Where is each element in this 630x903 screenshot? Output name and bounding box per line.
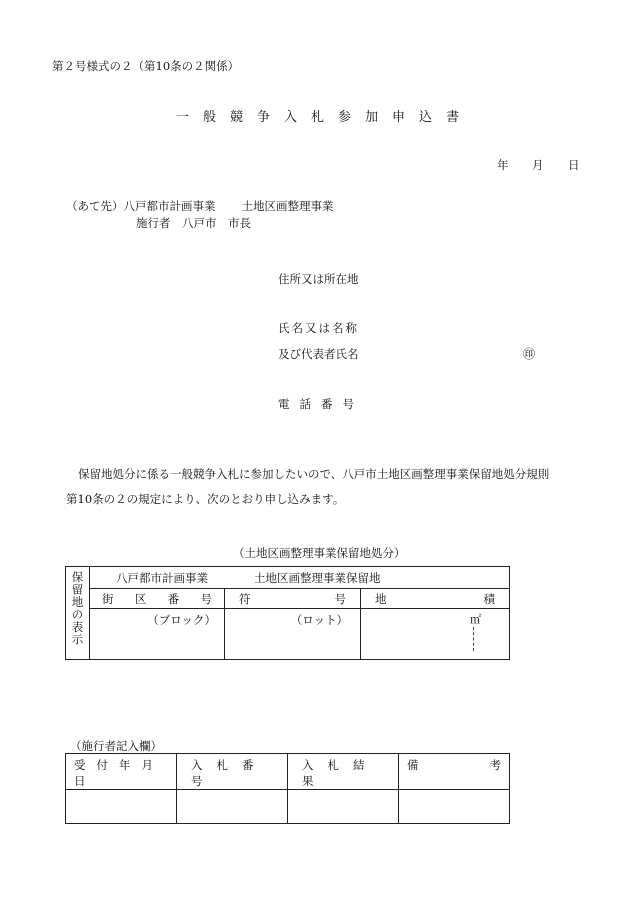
bid-number-cell bbox=[177, 790, 288, 824]
area-unit: ㎡ bbox=[470, 613, 481, 626]
header-char: 符 bbox=[239, 591, 251, 606]
administrator-table bbox=[65, 753, 510, 824]
date-month-label: 月 bbox=[532, 158, 544, 172]
header-char: 号 bbox=[334, 591, 346, 606]
block-value-cell bbox=[90, 609, 225, 660]
area-decimal-divider bbox=[473, 627, 474, 651]
header-block-number bbox=[90, 589, 225, 609]
header-char: 積 bbox=[483, 591, 496, 606]
project-name: 八戸都市計画事業 bbox=[116, 571, 208, 585]
receipt-date-cell bbox=[66, 790, 177, 824]
document-title: 一般競争入札参加申込書 bbox=[176, 110, 474, 125]
reserved-land-side-label: 保留地の表示 bbox=[70, 571, 85, 646]
addressee-project-type: 土地区画整理事業 bbox=[241, 199, 334, 213]
header-char: 区 bbox=[134, 591, 147, 606]
addressee-line-1 bbox=[66, 198, 334, 214]
header-char: 番 bbox=[167, 591, 180, 606]
address-label: 住所又は所在地 bbox=[278, 272, 359, 286]
header-bid-result: 入札結果 bbox=[288, 754, 399, 790]
project-row bbox=[90, 567, 510, 589]
representative-label: 及び代表者氏名 bbox=[278, 347, 359, 361]
seal-mark: ㊞ bbox=[523, 347, 536, 361]
addressee-line-2: 施行者 八戸市 市長 bbox=[136, 216, 251, 230]
name-label: 氏名又は名称 bbox=[278, 321, 359, 335]
header-receipt-date: 受付年月日 bbox=[66, 754, 177, 790]
reserved-land-table bbox=[65, 566, 510, 660]
form-number: 第２号様式の２（第10条の２関係） bbox=[52, 59, 240, 73]
reserved-land-side-cell bbox=[66, 567, 90, 660]
header-char: 地 bbox=[375, 591, 387, 606]
header-area bbox=[361, 589, 510, 609]
header-lot-number bbox=[225, 589, 361, 609]
addressee-prefix: （あて先） bbox=[66, 199, 124, 213]
lot-unit: （ロット） bbox=[290, 613, 348, 627]
date-day-label: 日 bbox=[568, 158, 580, 172]
phone-label: 電話番号 bbox=[278, 397, 364, 411]
area-value-cell bbox=[361, 609, 510, 660]
body-text-line-1: 保留地処分に係る一般競争入札に参加したいので、八戸市土地区画整理事業保留地処分規則 bbox=[78, 467, 550, 481]
header-bid-number: 入札番号 bbox=[177, 754, 288, 790]
header-remarks bbox=[399, 754, 510, 790]
body-text-line-2: 第10条の２の規定により、次のとおり申し込みます。 bbox=[66, 492, 345, 506]
bid-result-cell bbox=[288, 790, 399, 824]
header-char: 街 bbox=[102, 591, 114, 606]
header-char: 号 bbox=[200, 591, 212, 606]
addressee-project: 八戸都市計画事業 bbox=[123, 199, 216, 213]
remarks-cell bbox=[399, 790, 510, 824]
block-unit: （ブロック） bbox=[147, 613, 216, 627]
project-type: 土地区画整理事業保留地 bbox=[254, 571, 381, 585]
date-year-label: 年 bbox=[497, 158, 509, 172]
land-table-caption: （土地区画整理事業保留地処分） bbox=[233, 546, 406, 560]
header-char: 考 bbox=[489, 758, 501, 772]
header-char: 備 bbox=[407, 758, 419, 772]
lot-value-cell bbox=[225, 609, 361, 660]
admin-table-caption: （施行者記入欄） bbox=[70, 739, 162, 753]
